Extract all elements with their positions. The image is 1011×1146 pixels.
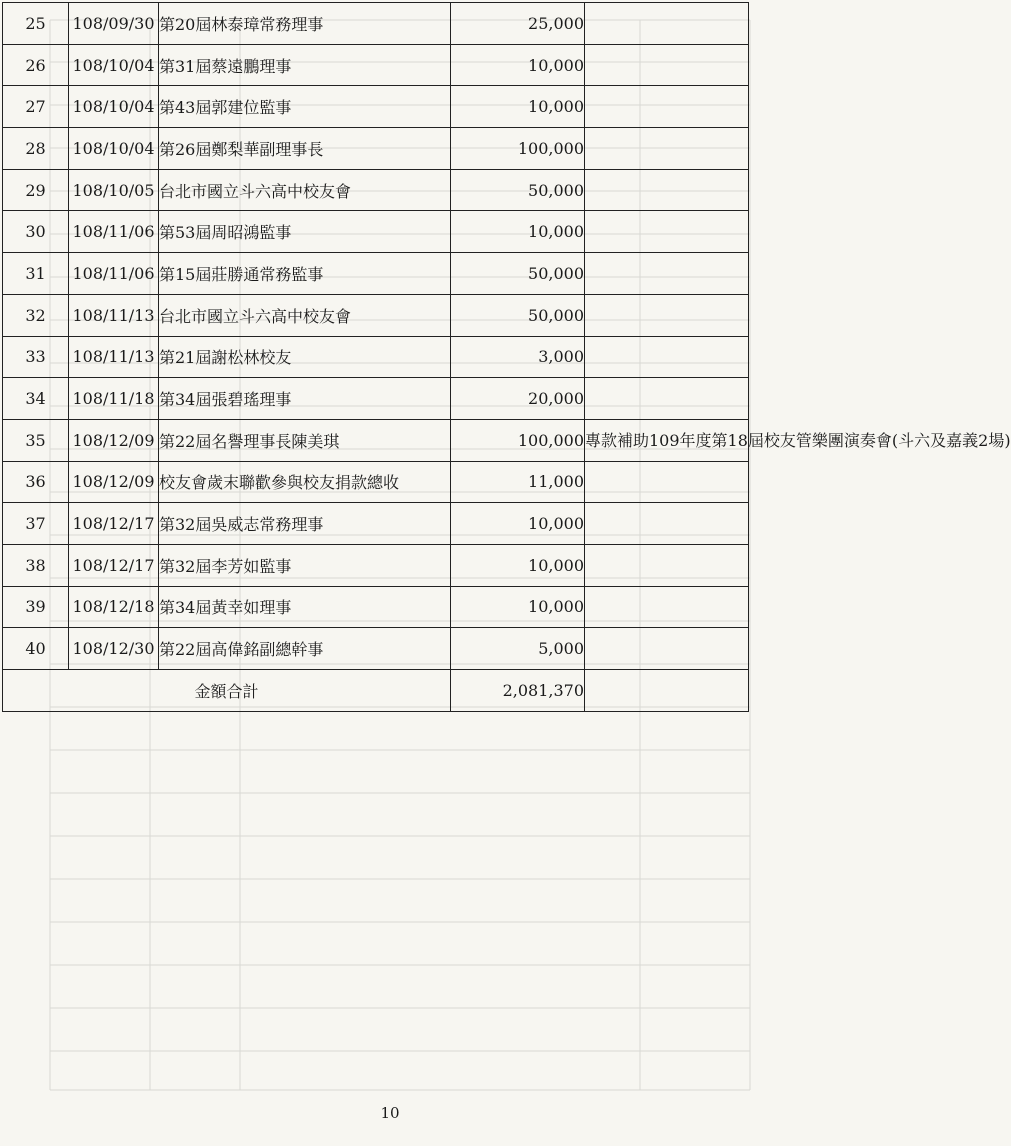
row-date: 108/10/04: [69, 128, 159, 170]
table-row: [3, 544, 749, 586]
row-note: [585, 3, 749, 45]
row-note: [585, 461, 749, 503]
row-amount: 50,000: [451, 253, 585, 295]
row-description: 第15屆莊勝通常務監事: [159, 253, 451, 295]
row-number: 29: [3, 169, 69, 211]
table-row: [3, 503, 749, 545]
row-amount: 11,000: [451, 461, 585, 503]
row-amount: 100,000: [451, 419, 585, 461]
row-number: 27: [3, 86, 69, 128]
row-description: 第22屆高偉銘副總幹事: [159, 628, 451, 670]
table-row: [3, 628, 749, 670]
row-amount: 10,000: [451, 44, 585, 86]
row-note: [585, 211, 749, 253]
row-amount: 5,000: [451, 628, 585, 670]
table-row: [3, 128, 749, 170]
row-amount: 10,000: [451, 544, 585, 586]
row-note: [585, 169, 749, 211]
row-note: [585, 378, 749, 420]
row-note: [585, 503, 749, 545]
donation-rows: [3, 3, 1011, 670]
row-description: 第43屆郭建位監事: [159, 86, 451, 128]
total-label: 金額合計: [3, 670, 451, 712]
total-amount: 2,081,370: [451, 670, 585, 712]
page-number: 10: [380, 1104, 400, 1122]
row-amount: 50,000: [451, 294, 585, 336]
total-note-cell: [585, 670, 749, 712]
table-row: [3, 419, 749, 461]
row-date: 108/12/18: [69, 586, 159, 628]
row-note: [585, 253, 749, 295]
row-description: 校友會歲末聯歡參與校友捐款總收: [159, 461, 451, 503]
row-note: [585, 544, 749, 586]
row-date: 108/11/06: [69, 253, 159, 295]
row-number: 37: [3, 503, 69, 545]
row-amount: 10,000: [451, 586, 585, 628]
table-row: [3, 336, 749, 378]
row-number: 25: [3, 3, 69, 45]
row-date: 108/11/06: [69, 211, 159, 253]
row-amount: 100,000: [451, 128, 585, 170]
row-description: 台北市國立斗六高中校友會: [159, 294, 451, 336]
row-number: 35: [3, 419, 69, 461]
row-description: 第21屆謝松林校友: [159, 336, 451, 378]
row-description: 第53屆周昭鴻監事: [159, 211, 451, 253]
row-amount: 50,000: [451, 169, 585, 211]
table-row: [3, 86, 749, 128]
table-row: [3, 44, 749, 86]
table-row: [3, 378, 749, 420]
row-description: 第26屆鄭梨華副理事長: [159, 128, 451, 170]
row-note: 專款補助109年度第18屆校友管樂團演奏會(斗六及嘉義2場): [585, 419, 749, 461]
row-number: 32: [3, 294, 69, 336]
row-date: 108/12/09: [69, 461, 159, 503]
row-note: [585, 586, 749, 628]
row-date: 108/12/09: [69, 419, 159, 461]
row-number: 28: [3, 128, 69, 170]
row-date: 108/11/13: [69, 294, 159, 336]
row-note: [585, 86, 749, 128]
row-description: 第22屆名譽理事長陳美琪: [159, 419, 451, 461]
table-row: [3, 3, 749, 45]
row-number: 34: [3, 378, 69, 420]
row-number: 33: [3, 336, 69, 378]
row-number: 31: [3, 253, 69, 295]
table-row: [3, 169, 749, 211]
row-amount: 10,000: [451, 503, 585, 545]
table-row: [3, 294, 749, 336]
table-row: [3, 461, 749, 503]
row-note: [585, 336, 749, 378]
row-date: 108/10/04: [69, 86, 159, 128]
row-note: [585, 294, 749, 336]
row-amount: 3,000: [451, 336, 585, 378]
row-number: 39: [3, 586, 69, 628]
row-description: 第34屆黃幸如理事: [159, 586, 451, 628]
donation-table: [2, 2, 1011, 712]
row-description: 第32屆吳威志常務理事: [159, 503, 451, 545]
row-number: 26: [3, 44, 69, 86]
row-note: [585, 128, 749, 170]
row-description: 第31屆蔡遠鵬理事: [159, 44, 451, 86]
row-date: 108/12/30: [69, 628, 159, 670]
row-date: 108/09/30: [69, 3, 159, 45]
row-amount: 10,000: [451, 211, 585, 253]
row-description: 第34屆張碧瑤理事: [159, 378, 451, 420]
row-date: 108/10/05: [69, 169, 159, 211]
row-date: 108/10/04: [69, 44, 159, 86]
row-note: [585, 628, 749, 670]
row-number: 38: [3, 544, 69, 586]
row-number: 40: [3, 628, 69, 670]
table-row: [3, 586, 749, 628]
total-row: [3, 670, 749, 712]
row-amount: 25,000: [451, 3, 585, 45]
row-note: [585, 44, 749, 86]
row-number: 30: [3, 211, 69, 253]
row-number: 36: [3, 461, 69, 503]
row-amount: 10,000: [451, 86, 585, 128]
row-description: 第32屆李芳如監事: [159, 544, 451, 586]
row-date: 108/12/17: [69, 544, 159, 586]
table-row: [3, 253, 749, 295]
row-date: 108/11/13: [69, 336, 159, 378]
row-amount: 20,000: [451, 378, 585, 420]
row-description: 台北市國立斗六高中校友會: [159, 169, 451, 211]
row-description: 第20屆林泰璋常務理事: [159, 3, 451, 45]
row-date: 108/12/17: [69, 503, 159, 545]
table-row: [3, 211, 749, 253]
row-date: 108/11/18: [69, 378, 159, 420]
